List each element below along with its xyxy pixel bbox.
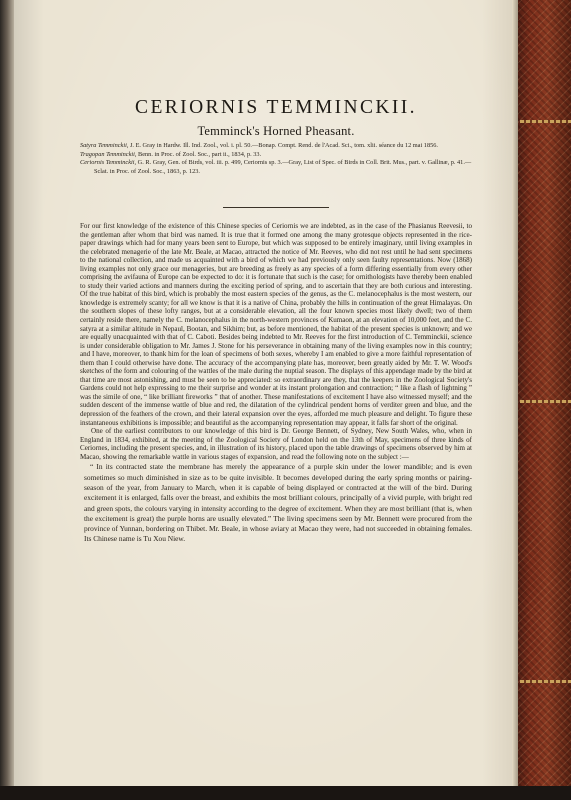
page-block-edge	[512, 0, 518, 800]
body-paragraph: One of the earliest contributors to our knowledge of this bird is Dr. George Bennett, of Sydney, New South Wales, who, when in England in 1834, exhibited, at the meeting of the Zoological Society of London held on the 13th of May, specimens of three kinds of Ceriornes, including the present species, and, in illustration of its history, placed upon the table drawings of specimens observed by him at Macao, showing the remarkable wattle in various stages of expansion, and read the following note on the subject :—	[80, 427, 472, 461]
page-subtitle: Temminck's Horned Pheasant.	[197, 124, 355, 138]
synonymy-references	[80, 142, 472, 176]
reference-text: G. R. Gray, Gen. of Birds, vol. iii. p. 499, Ceriornis sp. 3.—Gray, List of Spec. of Birds in Coll. Brit. Mus., part. v. Gallinæ, p. 41.—Sclat. in Proc. of Zool. Soc., 1863, p. 123.	[94, 159, 472, 175]
reference-entry	[80, 159, 472, 176]
reference-text: Benn. in Proc. of Zool. Soc., part ii., 1834, p. 33.	[136, 150, 262, 158]
gilt-ornament	[520, 120, 571, 123]
gilt-ornament	[520, 680, 571, 683]
reference-entry	[80, 142, 472, 151]
book-page	[14, 0, 512, 786]
reference-name: Tragopan Temminckii,	[80, 150, 137, 158]
gilt-ornament	[520, 400, 571, 403]
bottom-shadow	[0, 786, 571, 800]
reference-name: Ceriornis Temminckii,	[80, 159, 137, 167]
reference-entry	[80, 151, 472, 160]
section-divider	[223, 207, 329, 208]
body-paragraph: For our first knowledge of the existence of this Chinese species of Ceriornis we are indebted, as in the case of the Phasianus Reevesii, to the gentleman after whom that bird was named. It is true that it formed one among the many grotesque objects represented in the rice-paper drawings which had for many years been sent to Europe, but which was supposed to be entirely imaginary, until living examples in the celebrated menagerie of the late Mr. Beale, at Macao, attracted the notice of Mr. Reeves, who did not rest until he had sent specimens to the national collection, and made us acquainted with a bird of which we had previously only seen faulty representations. Now (1868) living examples not only grace our menageries, but are breeding as freely as any species of a form differing essentially from every other comprising the avifauna of Europe can be expected to do: it is fortunate that such is the case; for ornithologists have thereby been enabled to study their varied actions and manners during the exciting period of spring, and to ascertain that they are both curious and interesting. Of the true habitat of this bird, which is probably the most eastern species of the genus, as the C. melanocephalus is the most western, our knowledge is extremely scanty; for all we know is that it is a native of China, probably the hills in continuation of the great Himalayas. On the southern slopes of these lofty ranges, but at a considerable elevation, all the four known species most likely dwell; two of them certainly reside there, namely the C. melanocephalus in the north-western provinces of Kumaon, at an elevation of 10,000 feet, and the C. satyra at a similar altitude in Nepaul, Bootan, and Sikhim; but, as before mentioned, the habitat of the present species is unknown; and we are equally unacquainted with that of C. Caboti. Besides being indebted to Mr. Reeves for the first introduction of C. Temminckii, science is under considerable obligation to Mr. James J. Stone for his perseverance in obtaining many of the living examples now in this country; and I have, moreover, to thank him for the loan of specimens of both sexes, whereby I am enabled to give a more faithful representation of them than I could otherwise have done. The accuracy of the accompanying plate has, moreover, been greatly aided by Mr. T. W. Wood's sketches of the form and colouring of the wattles of the male during the nuptial season. The displays of this appendage made by the bird at that time are most astonishing, and must be seen to be appreciated: so extraordinary are they, that the keepers in the Zoological Society's Gardens could not help expressing to me their surprise and wonder at its instant prolongation and contraction; “ like a flash of lightning ” was the simile of one, “ like brilliant fireworks ” that of another. These manifestations of excitement I have also witnessed myself; and the sudden descent of the immense wattle of blue and red, the dilatation of the cylindrical pendent horns of verditer green and blue, and the depression of the feathers of the crown, and their lateral expansion over the eyes, afforded me much pleasure and delight. To figure these instantaneous exhibitions is impossible; and beautiful as the accompanying representation may appear, it falls far short of the original.	[80, 222, 472, 427]
reference-text: J. E. Gray in Hardw. Ill. Ind. Zool., vol. i. pl. 50.—Bonap. Compt. Rend. de l'Acad. Sci., tom. xlii. séance du 12 mai 1856.	[128, 142, 438, 149]
reference-name: Satyra Temminckii,	[80, 142, 129, 149]
body-text	[80, 222, 472, 545]
page-title: CERIORNIS TEMMINCKII.	[135, 97, 417, 118]
quoted-note: “ In its contracted state the membrane has merely the appearance of a purple skin under the lower mandible; and is even sometimes so much diminished in size as to be quite invisible. It becomes developed during the early spring months or pairing-season of the year, from January to March, when it is capable of being displayed or contracted at the will of the bird. During excitement it is enlarged, falls over the breast, and exhibits the most brilliant colours, principally of a vivid purple, with bright red and green spots, the colours varying in intensity according to the degree of excitement. When they are most brilliant (that is, when the excitement is great) the purple horns are usually elevated.” The living specimens seen by Mr. Bennett were procured from the province of Yunnan, bordering on Thibet. Mr. Beale, in whose aviary at Macao they were, had not succeeded in obtaining females. Its Chinese name is Tu Xou Niew.	[84, 462, 472, 544]
